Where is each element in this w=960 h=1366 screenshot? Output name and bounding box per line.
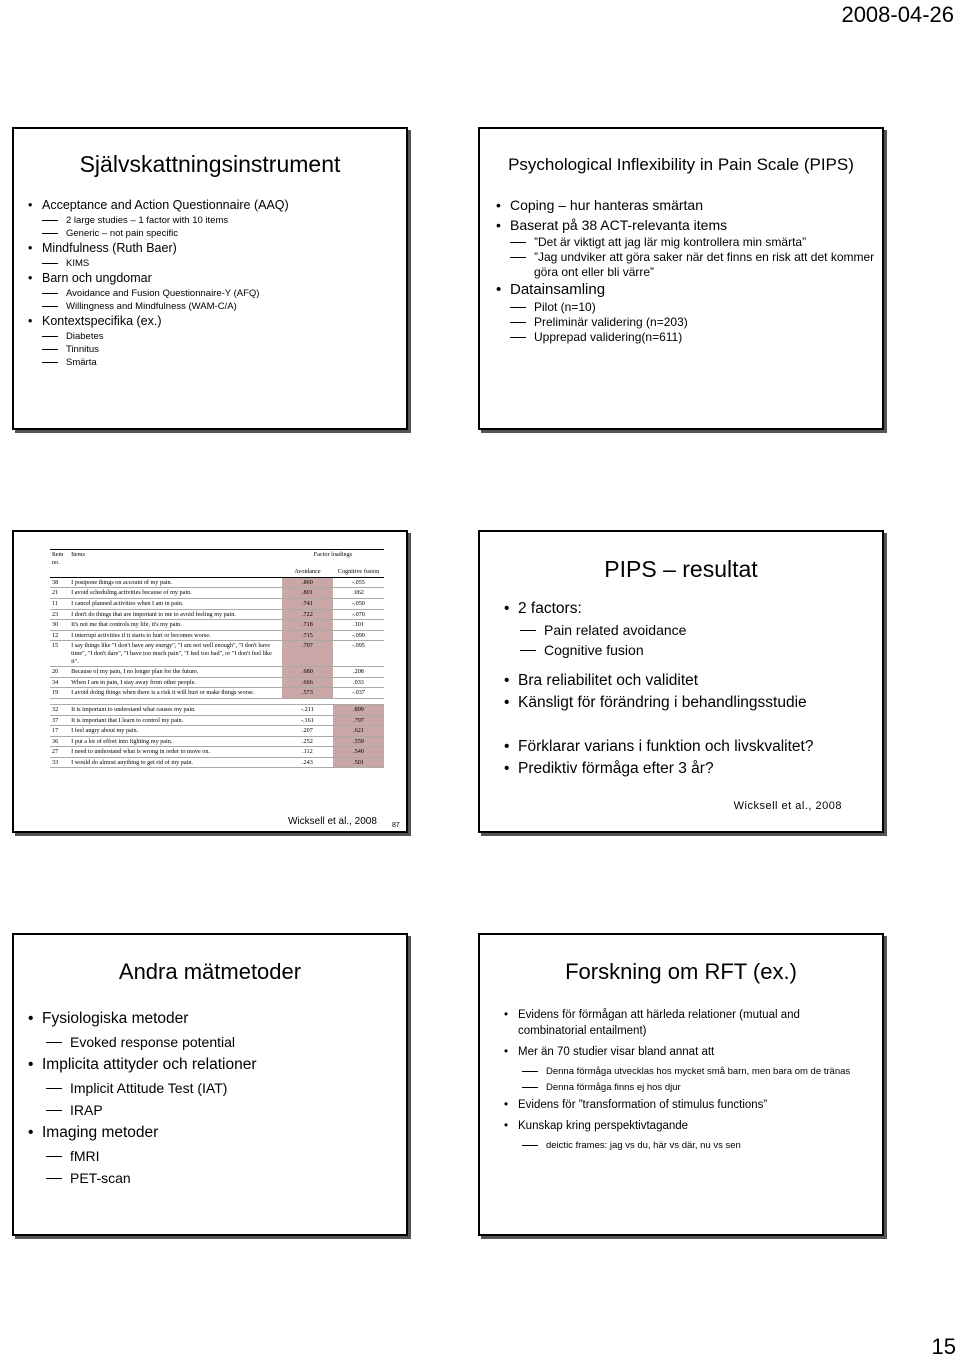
sub-bullet-item: Evoked response potential <box>46 1031 398 1053</box>
item-text: I put a lot of effort into fighting my pain. <box>69 736 282 747</box>
table-row <box>50 620 384 631</box>
bullet-item: • Barn och ungdomar <box>28 270 398 287</box>
sub-bullet-item: deictic frames: jag vs du, här vs där, nu vs sen <box>522 1139 864 1152</box>
bullet-item: • Imaging metoder <box>28 1121 398 1145</box>
table-body <box>50 577 384 768</box>
item-text: I need to understand what is wrong in order to move on. <box>69 747 282 758</box>
bullet-item: • 2 factors: <box>504 598 876 620</box>
sub-bullet-item: IRAP <box>46 1099 398 1121</box>
fusion-loading: -.037 <box>333 688 384 699</box>
bullet-item: • Evidens för förmågan att härleda relationer (mutual and combinatorial entailment) <box>504 1007 864 1039</box>
bullet-item: • Förklarar varians i funktion och livskvalitet? <box>504 736 876 758</box>
item-number: 33 <box>50 757 69 768</box>
fusion-loading: -.050 <box>333 598 384 609</box>
slide-forskning-rft <box>478 933 884 1236</box>
item-number: 34 <box>50 677 69 688</box>
avoidance-loading: .112 <box>282 747 333 758</box>
col-item-no: Item no. <box>50 550 69 568</box>
sub-bullet-item: Diabetes <box>42 330 398 343</box>
sub-bullet-item: Avoidance and Fusion Questionnaire-Y (AFQ) <box>42 287 398 300</box>
slide-title: Forskning om RFT (ex.) <box>565 959 797 984</box>
fusion-loading: -.070 <box>333 609 384 620</box>
slide-title: Självskattningsinstrument <box>79 151 341 177</box>
avoidance-loading: .715 <box>282 630 333 641</box>
bullet-list <box>28 197 398 369</box>
table-row <box>50 609 384 620</box>
fusion-loading: -.055 <box>333 577 384 588</box>
sub-bullet-item: PET-scan <box>46 1167 398 1189</box>
fusion-loading: .621 <box>333 726 384 737</box>
sub-bullet-item: Denna förmåga utvecklas hos mycket små barn, men bara om de tränas <box>522 1065 864 1078</box>
avoidance-loading: .666 <box>282 677 333 688</box>
bullet-item: • Mindfulness (Ruth Baer) <box>28 240 398 257</box>
bullet-item: • Fysiologiska metoder <box>28 1007 398 1031</box>
col-cognitive-fusion: Cognitive fusion <box>333 567 384 577</box>
slide-title: PIPS – resultat <box>604 556 758 582</box>
avoidance-loading: .722 <box>282 609 333 620</box>
col-avoidance: Avoidance <box>282 567 333 577</box>
col-factor-loadings: Factor loadings <box>282 550 384 568</box>
bullet-item: • Mer än 70 studier visar bland annat att <box>504 1044 864 1060</box>
sub-bullet-item: Generic – not pain specific <box>42 227 398 240</box>
avoidance-loading: -.211 <box>282 704 333 715</box>
bullet-item: • Kunskap kring perspektivtagande <box>504 1118 864 1134</box>
item-text: When I am in pain, I stay away from other people. <box>69 677 282 688</box>
item-text: It is important that I learn to control my pain. <box>69 715 282 726</box>
table-row <box>50 747 384 758</box>
bullet-item: • Prediktiv förmåga efter 3 år? <box>504 758 876 780</box>
bullet-list <box>28 1007 398 1189</box>
item-text: I would do almost anything to get rid of my pain. <box>69 757 282 768</box>
slide-pips <box>478 127 884 430</box>
fusion-loading: -.099 <box>333 630 384 641</box>
page-date: 2008-04-26 <box>841 2 954 27</box>
item-number: 20 <box>50 667 69 678</box>
bullet-item: • Bra reliabilitet och validitet <box>504 670 876 692</box>
bullet-item: • Acceptance and Action Questionnaire (AAQ) <box>28 197 398 214</box>
table-row <box>50 726 384 737</box>
bullet-item: • Coping – hur hanteras smärtan <box>496 195 876 215</box>
page-number: 15 <box>931 1334 956 1359</box>
sub-bullet-item: Pilot (n=10) <box>510 300 876 315</box>
sub-bullet-item: ”Det är viktigt att jag lär mig kontrollera min smärta” <box>510 235 876 250</box>
sub-bullet-item: fMRI <box>46 1145 398 1167</box>
item-number: 30 <box>50 620 69 631</box>
table-row <box>50 757 384 768</box>
table-row <box>50 667 384 678</box>
slide-andra-matmetoder <box>12 933 408 1236</box>
item-number: 12 <box>50 630 69 641</box>
item-number: 11 <box>50 598 69 609</box>
item-text: I interrupt activities if it starts to hurt or becomes worse. <box>69 630 282 641</box>
bullet-list <box>496 195 876 345</box>
avoidance-loading: .680 <box>282 667 333 678</box>
bullet-item: • Kontextspecifika (ex.) <box>28 313 398 330</box>
fusion-loading: .797 <box>333 715 384 726</box>
item-number: 32 <box>50 704 69 715</box>
fusion-loading: .208 <box>333 667 384 678</box>
item-number: 37 <box>50 715 69 726</box>
avoidance-loading: .707 <box>282 641 333 667</box>
item-number: 15 <box>50 641 69 667</box>
avoidance-loading: .741 <box>282 598 333 609</box>
item-text: Because of my pain, I no longer plan for the future. <box>69 667 282 678</box>
fusion-loading: .062 <box>333 588 384 599</box>
slide-pips-resultat <box>478 530 884 833</box>
item-text: I postpone things on account of my pain. <box>69 577 282 588</box>
fusion-loading: -.095 <box>333 641 384 667</box>
avoidance-loading: .252 <box>282 736 333 747</box>
fusion-loading: .033 <box>333 677 384 688</box>
sub-bullet-item: Tinnitus <box>42 343 398 356</box>
sub-bullet-item: Upprepad validering(n=611) <box>510 330 876 345</box>
list-spacer <box>504 714 876 736</box>
item-number: 23 <box>50 609 69 620</box>
citation: Wicksell et al., 2008 <box>288 816 377 827</box>
sub-bullet-item: Cognitive fusion <box>520 640 876 660</box>
item-number: 17 <box>50 726 69 737</box>
table-row <box>50 598 384 609</box>
fusion-loading: .540 <box>333 747 384 758</box>
bullet-list <box>504 1007 864 1155</box>
sub-bullet-item: Willingness and Mindfulness (WAM-C/A) <box>42 300 398 313</box>
table-row <box>50 715 384 726</box>
item-text: It's not me that controls my life, it's my pain. <box>69 620 282 631</box>
slide-number: 87 <box>392 822 400 829</box>
sub-bullet-item: 2 large studies – 1 factor with 10 items <box>42 214 398 227</box>
bullet-list <box>504 598 876 780</box>
factor-loadings-table <box>50 549 384 768</box>
fusion-loading: .809 <box>333 704 384 715</box>
item-text: I say things like "I don't have any energy", "I am not well enough", "I don't have time", "I don't dare", "I have too much pain", "I feel too bad", or "I don't feel like it". <box>69 641 282 667</box>
table-row <box>50 677 384 688</box>
sub-bullet-item: Preliminär validering (n=203) <box>510 315 876 330</box>
item-text: It is important to understand what causes my pain. <box>69 704 282 715</box>
list-spacer <box>504 660 876 670</box>
slide-sjalvskattning <box>12 127 408 430</box>
bullet-item: • Känsligt för förändring i behandlingsstudie <box>504 692 876 714</box>
avoidance-loading: .801 <box>282 588 333 599</box>
avoidance-loading: .207 <box>282 726 333 737</box>
table-row <box>50 577 384 588</box>
slide-title: Andra mätmetoder <box>118 959 302 984</box>
item-number: 27 <box>50 747 69 758</box>
sub-bullet-item: KIMS <box>42 257 398 270</box>
item-text: I don't do things that are important to me to avoid feeling my pain. <box>69 609 282 620</box>
sub-bullet-item: Implicit Attitude Test (IAT) <box>46 1077 398 1099</box>
table-row <box>50 688 384 699</box>
table-row <box>50 704 384 715</box>
col-items: Items <box>69 550 282 568</box>
item-text: I avoid scheduling activities because of my pain. <box>69 588 282 599</box>
avoidance-loading: .718 <box>282 620 333 631</box>
sub-bullet-item: Pain related avoidance <box>520 620 876 640</box>
item-text: I cancel planned activities when I am in pain. <box>69 598 282 609</box>
citation: Wicksell et al., 2008 <box>733 800 842 812</box>
bullet-item: • Implicita attityder och relationer <box>28 1053 398 1077</box>
slide-title: Psychological Inflexibility in Pain Scale (PIPS) <box>508 155 854 174</box>
item-number: 21 <box>50 588 69 599</box>
avoidance-loading: -.161 <box>282 715 333 726</box>
sub-bullet-item: Denna förmåga finns ej hos djur <box>522 1081 864 1094</box>
fusion-loading: .101 <box>333 620 384 631</box>
bullet-item: • Evidens för ”transformation of stimulus functions” <box>504 1097 864 1113</box>
bullet-item: • Baserat på 38 ACT-relevanta items <box>496 215 876 235</box>
table-row <box>50 588 384 599</box>
slide-factor-table <box>12 530 408 833</box>
item-number: 38 <box>50 577 69 588</box>
item-number: 19 <box>50 688 69 699</box>
avoidance-loading: .243 <box>282 757 333 768</box>
item-text: I avoid doing things when there is a risk it will hurt or make things worse. <box>69 688 282 699</box>
table-row <box>50 736 384 747</box>
item-text: I feel angry about my pain. <box>69 726 282 737</box>
item-number: 36 <box>50 736 69 747</box>
avoidance-loading: .860 <box>282 577 333 588</box>
sub-bullet-item: ”Jag undviker att göra saker när det finns en risk att det kommer göra ont eller bli värre” <box>510 250 876 280</box>
table-row <box>50 641 384 667</box>
fusion-loading: .501 <box>333 757 384 768</box>
table-row <box>50 630 384 641</box>
avoidance-loading: .573 <box>282 688 333 699</box>
sub-bullet-item: Smärta <box>42 356 398 369</box>
fusion-loading: .559 <box>333 736 384 747</box>
bullet-item: • Datainsamling <box>496 280 876 300</box>
